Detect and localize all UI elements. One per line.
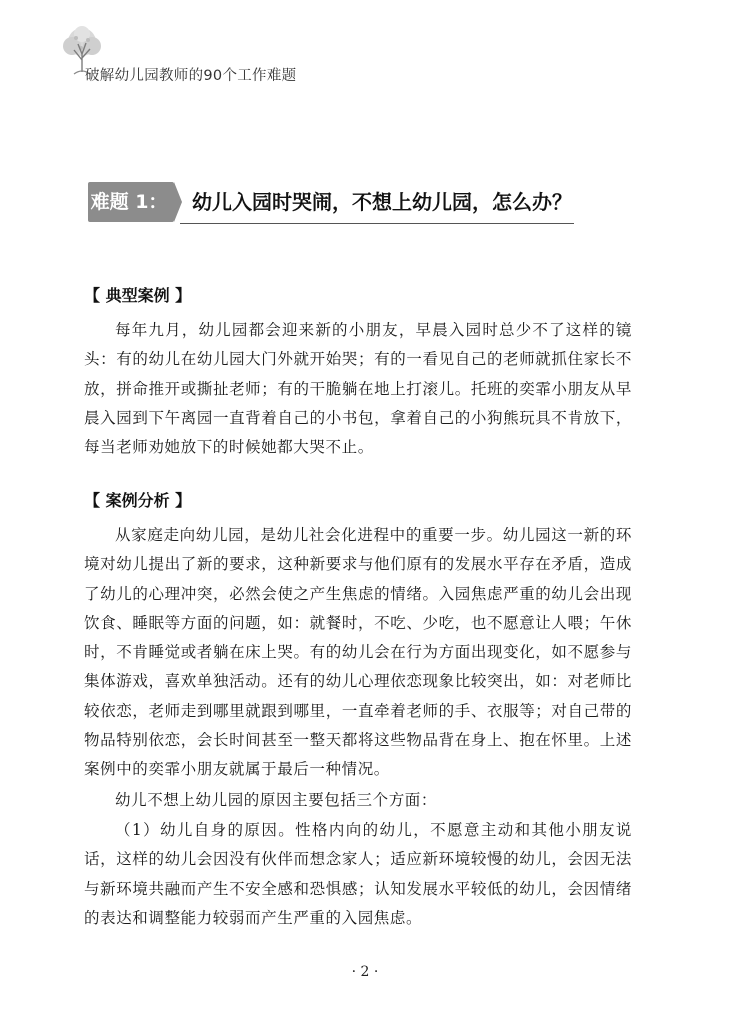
book-title: 破解幼儿园教师的90个工作难题	[85, 68, 297, 84]
reasons-intro-paragraph: 幼儿不想上幼儿园的原因主要包括三个方面：	[115, 791, 438, 809]
section-heading-typical-case: 【 典型案例 】	[84, 286, 192, 305]
chapter-underline	[180, 223, 574, 224]
reason-1-paragraph: （1）幼儿自身的原因。性格内向的幼儿，不愿意主动和其他小朋友说话，这样的幼儿会因没有伙伴而想念家人；适应新环境较慢的幼儿，会因无法与新环境共融而产生不安全感和恐惧感；认知发展水平较低的幼儿，会因情绪的表达和调整能力较弱而产生严重的入园焦虑。	[84, 821, 632, 927]
case-paragraph: 每年九月，幼儿园都会迎来新的小朋友，早晨入园时总少不了这样的镜头：有的幼儿在幼儿园大门外就开始哭；有的一看见自己的老师就抓住家长不放，拼命推开或撕扯老师；有的干脆躺在地上打滚儿。托班的奕霏小朋友从早晨入园到下午离园一直背着自己的小书包，拿着自己的小狗熊玩具不肯放下，每当老师劝她放下的时候她都大哭不止。	[84, 321, 632, 457]
running-header	[52, 22, 372, 88]
chapter-badge: 难题 1：	[88, 182, 174, 222]
chapter-title: 幼儿入园时哭闹，不想上幼儿园，怎么办？	[192, 190, 572, 214]
analysis-paragraph: 从家庭走向幼儿园，是幼儿社会化进程中的重要一步。幼儿园这一新的环境对幼儿提出了新的要求，这种新要求与他们原有的发展水平存在矛盾，造成了幼儿的心理冲突，必然会使之产生焦虑的情绪。入园焦虑严重的幼儿会出现饮食、睡眠等方面的问题，如：就餐时，不吃、少吃，也不愿意让人喂；午休时，不肯睡觉或者躺在床上哭。有的幼儿会在行为方面出现变化，如不愿参与集体游戏，喜欢单独活动。还有的幼儿心理依恋现象比较突出，如：对老师比较依恋，老师走到哪里就跟到哪里，一直牵着老师的手、衣服等；对自己带的物品特别依恋，会长时间甚至一整天都将这些物品背在身上、抱在怀里。上述案例中的奕霏小朋友就属于最后一种情况。	[84, 526, 632, 779]
section-heading-case-analysis: 【 案例分析 】	[84, 491, 192, 510]
chapter-heading	[88, 182, 574, 224]
page-number: · 2 ·	[351, 964, 379, 980]
